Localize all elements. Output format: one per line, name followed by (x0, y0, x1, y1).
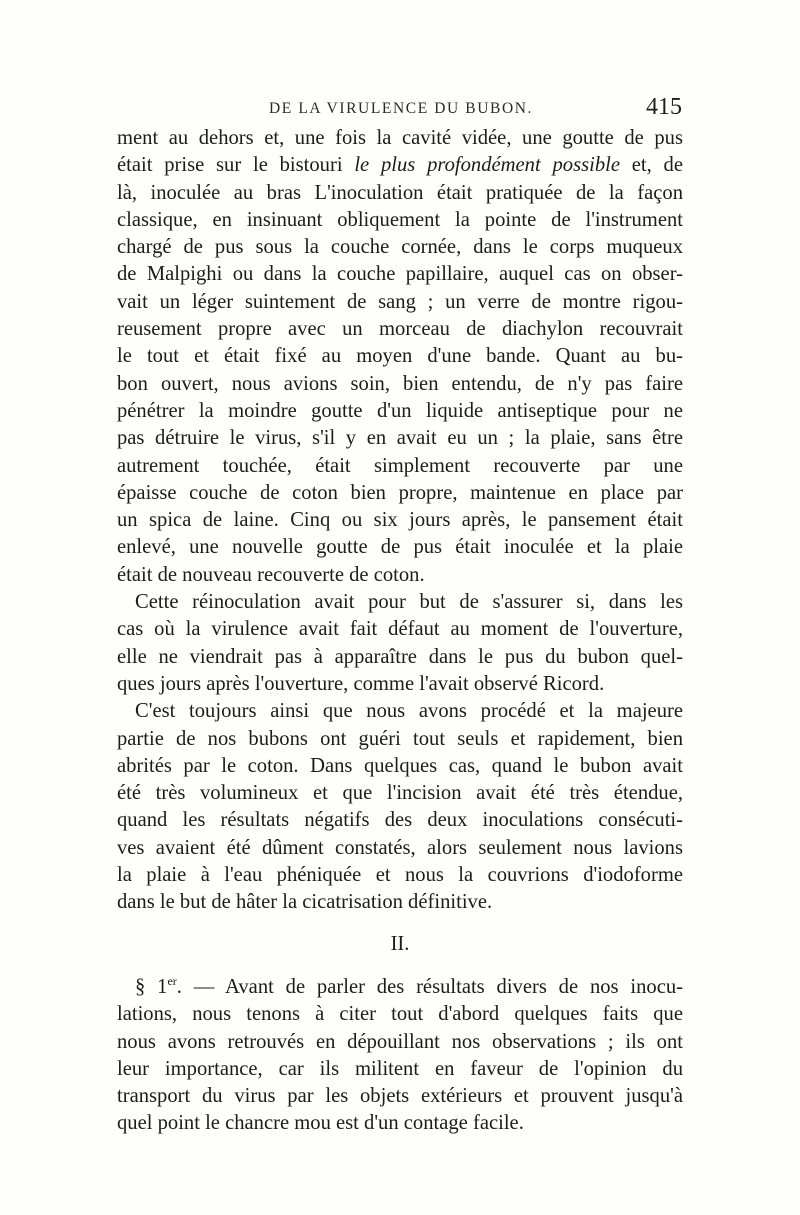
text-line: la plaie à l'eau phéniquée et nous la couvrions d'iodoforme (117, 864, 683, 887)
text-line: nous avons retrouvés en dépouillant nos observations ; ils ont (117, 1030, 683, 1053)
text-line: partie de nos bubons ont guéri tout seuls et rapidement, bien (117, 727, 683, 750)
text-line: Cette réinoculation avait pour but de s'assurer si, dans les (135, 591, 683, 614)
text-line: abrités par le coton. Dans quelques cas, quand le bubon avait (117, 754, 683, 777)
text-line: le tout et était fixé au moyen d'une bande. Quant au bu- (117, 345, 683, 368)
text-line: transport du virus par les objets extérieurs et prouvent jusqu'à (117, 1085, 683, 1108)
paragraph-4 (117, 974, 683, 1138)
text-line: autrement touchée, était simplement recouverte par une (117, 454, 683, 477)
running-title: DE LA VIRULENCE DU BUBON. (269, 100, 534, 117)
text-line: ques jours après l'ouverture, comme l'avait observé Ricord. (117, 672, 605, 695)
text-line: chargé de pus sous la couche cornée, dans le corps muqueux (117, 236, 683, 259)
emphasis-text: le plus profondément possible (354, 154, 620, 177)
text-line: là, inoculée au bras L'inoculation était pratiquée de la façon (117, 181, 683, 204)
text-line: C'est toujours ainsi que nous avons procédé et la majeure (135, 700, 683, 723)
paragraph-2 (117, 589, 683, 698)
superscript: er (167, 974, 177, 989)
text-line: cas où la virulence avait fait défaut au moment de l'ouverture, (117, 618, 683, 641)
text-line (117, 152, 683, 179)
text-line: épaisse couche de coton bien propre, maintenue en place par (117, 481, 683, 504)
text-line: ment au dehors et, une fois la cavité vidée, une goutte de pus (117, 127, 683, 149)
text-line: dans le but de hâter la cicatrisation définitive. (117, 891, 493, 914)
text-span: et, de (619, 154, 683, 177)
text-line: de Malpighi ou dans la couche papillaire, auquel cas on obser- (117, 263, 683, 286)
text-line: été très volumineux et que l'incision avait été très étendue, (117, 782, 683, 805)
paragraph-1 (117, 125, 683, 589)
text-line: elle ne viendrait pas à apparaître dans le pus du bubon quel- (117, 645, 683, 668)
text-line: ves avaient été dûment constatés, alors seulement nous lavions (117, 836, 683, 859)
text-line: quand les résultats négatifs des deux inoculations consécuti- (117, 809, 683, 832)
text-line: reusement propre avec un morceau de diachylon recouvrait (117, 318, 683, 341)
text-line: bon ouvert, nous avions soin, bien entendu, de n'y pas faire (117, 372, 683, 395)
text-line: lations, nous tenons à citer tout d'abord quelques faits que (117, 1003, 683, 1026)
text-span: . — Avant de parler des résultats divers de nos inocu- (176, 975, 684, 998)
section-mark: § 1 (135, 975, 168, 998)
text-line: était de nouveau recouverte de coton. (117, 563, 425, 586)
text-line: enlevé, une nouvelle goutte de pus était inoculée et la plaie (117, 536, 683, 559)
text-line: pas détruire le virus, s'il y en avait eu un ; la plaie, sans être (117, 427, 683, 450)
section-heading: II. (390, 932, 410, 955)
text-line: vait un léger suintement de sang ; un verre de montre rigou- (117, 290, 683, 313)
page-header (117, 94, 682, 124)
text-line: quel point le chancre mou est d'un contage facile. (117, 1112, 524, 1135)
text-line: un spica de laine. Cinq ou six jours après, le pansement était (117, 509, 683, 532)
text-line: leur importance, car ils militent en faveur de l'opinion du (117, 1057, 683, 1080)
page-number: 415 (646, 94, 682, 120)
paragraph-3 (117, 698, 683, 916)
text-line: pénétrer la moindre goutte d'un liquide antiseptique pour ne (117, 399, 683, 422)
text-line: classique, en insinuant obliquement la pointe de l'instrument (117, 208, 683, 231)
text-span: était prise sur le bistouri (117, 154, 355, 177)
body-text (117, 125, 683, 1138)
text-line (117, 974, 683, 1001)
